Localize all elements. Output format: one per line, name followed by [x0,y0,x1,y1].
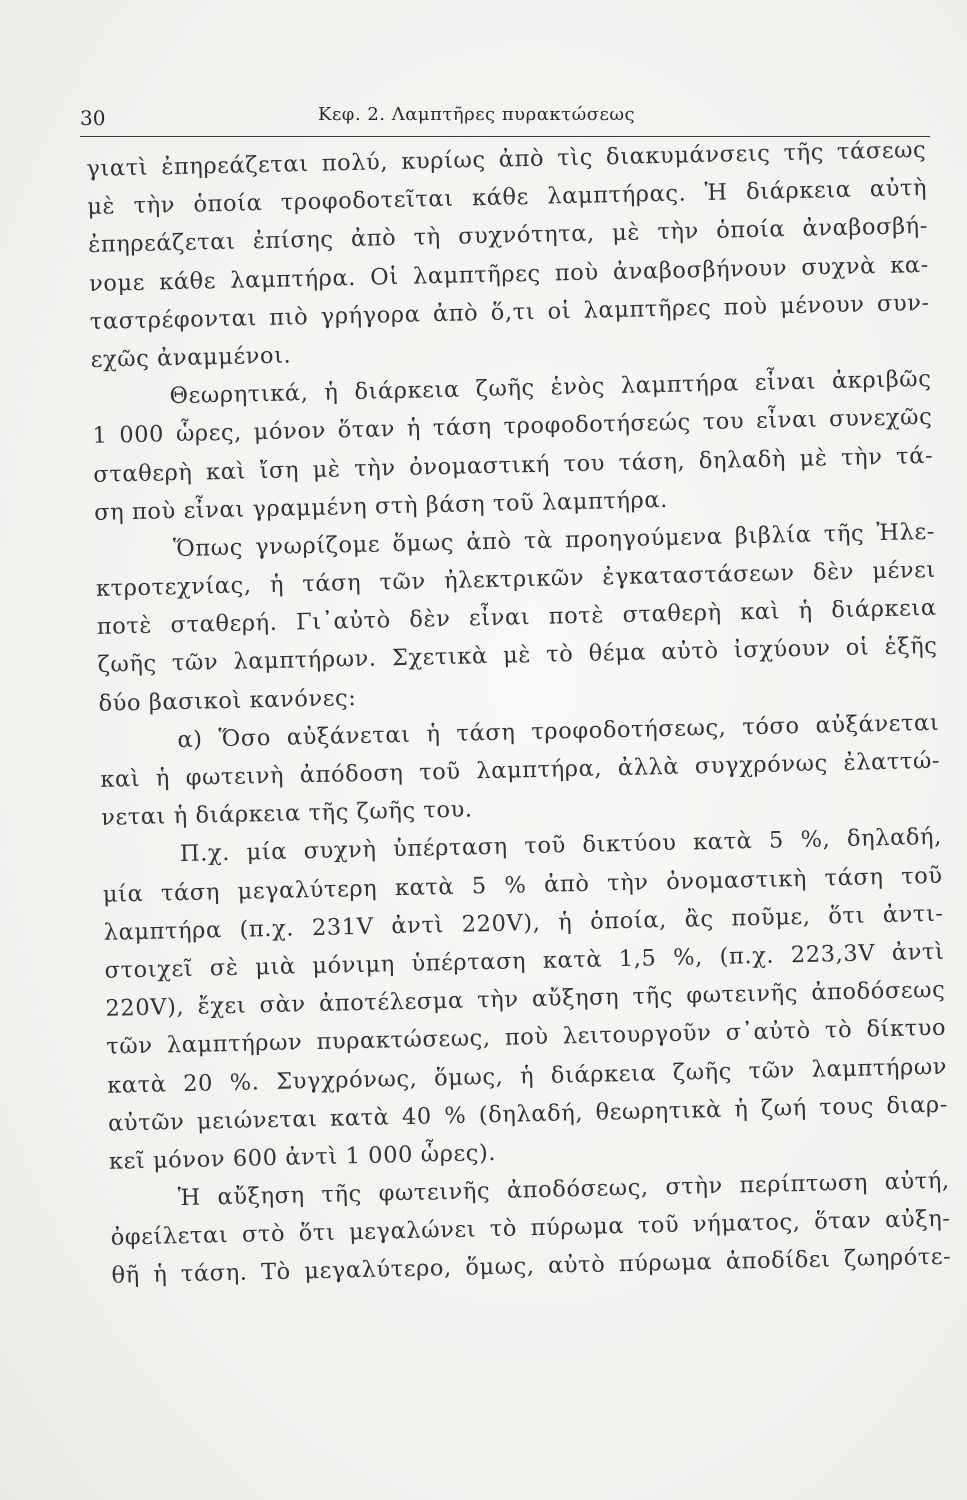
text-line: μὲ τὴν ὁποία τροφοδοτεῖται κάθε λαμπτήρας. Ἡ διάρκεια αὐτὴ [87,175,928,221]
rule-a-line: α) Ὅσο αὐξάνεται ἡ τάση τροφοδοτήσεως, τόσο αὐξάνεται [177,709,940,753]
text-line: λαμπτήρα (π.χ. 231V ἀντὶ 220V), ἡ ὁποία, ἂς ποῦμε, ὅτι ἀντι- [103,900,944,946]
text-line: μία τάση μεγαλύτερη κατὰ 5 % ἀπὸ τὴν ὀνομαστικὴ τάση τοῦ [102,862,943,908]
text-line: 220V), ἔχει σὰν ἀποτέλεσμα τὴν αὔξηση τῆς φωτεινῆς ἀποδόσεως [105,976,946,1022]
text-line: σταθερὴ καὶ ἴση μὲ τὴν ὀνομαστική του τάση, δηλαδὴ μὲ τὴν τά- [93,442,934,488]
page-number: 30 [80,106,106,130]
text-line: εχῶς ἀναμμένοι. [90,342,292,373]
text-line: νομε κάθε λαμπτήρα. Οἱ λαμπτῆρες ποὺ ἀναβοσβήνουν συχνὰ κα- [88,251,930,297]
text-line: αὐτῶν μειώνεται κατὰ 40 % (δηλαδή, θεωρητικὰ ἡ ζωή τους διαρ- [107,1091,949,1137]
text-line: ταστρέφονται πιὸ γρήγορα ἀπὸ ὅ,τι οἱ λαμπτῆρες ποὺ μένουν συν- [89,289,930,335]
text-line: ζωῆς τῶν λαμπτήρων. Σχετικὰ μὲ τὸ θέμα αὐτὸ ἰσχύουν οἱ ἑξῆς [97,633,938,679]
page-header [80,100,930,137]
text-line: ἐπηρεάζεται ἐπίσης ἀπὸ τὴ συχνότητα, μὲ τὴν ὁποία ἀναβοσβή- [87,213,929,259]
paragraph-start-line: Ἡ αὔξηση τῆς φωτεινῆς ἀποδόσεως, στὴν περίπτωση αὐτή, [177,1167,950,1212]
text-line: ὀφείλεται στὸ ὅτι μεγαλώνει τὸ πύρωμα τοῦ νήματος, ὅταν αὐξη- [110,1205,951,1251]
body-text [86,131,952,1295]
paragraph-start-line: Π.χ. μία συχνὴ ὑπέρταση τοῦ δικτύου κατὰ 5 %, δηλαδή, [179,824,943,868]
text-line: ση ποὺ εἶναι γραμμένη στὴ βάση τοῦ λαμπτήρα. [93,486,669,526]
text-line: κεῖ μόνον 600 ἀντὶ 1 000 ὧρες). [108,1139,497,1175]
text-line: κατὰ 20 %. Συγχρόνως, ὅμως, ἡ διάρκεια ζωῆς τῶν λαμπτήρων [106,1053,948,1099]
paragraph-start-line: Θεωρητικά, ἡ διάρκεια ζωῆς ἑνὸς λαμπτήρα εἶναι ἀκριβῶς [169,366,932,410]
running-head: Κεφ. 2. Λαμπτῆρες πυρακτώσεως [318,104,636,125]
text-line: ποτὲ σταθερή. Γι᾽αὐτὸ δὲν εἶναι ποτὲ σταθερὴ καὶ ἡ διάρκεια [96,595,937,641]
paragraph-start-line: Ὅπως γνωρίζομε ὅμως ἀπὸ τὰ προηγούμενα βιβλία τῆς Ἠλε- [172,518,936,562]
text-line: 1 000 ὧρες, μόνον ὅταν ἡ τάση τροφοδοτήσεώς του εἶναι συνεχῶς [92,404,933,450]
text-line: νεται ἡ διάρκεια τῆς ζωῆς του. [100,796,473,832]
text-line: στοιχεῖ σὲ μιὰ μόνιμη ὑπέρταση κατὰ 1,5 %, (π.χ. 223,3V ἀντὶ [104,938,945,984]
text-line: δύο βασικοὶ κανόνες: [98,684,357,717]
text-line: τῶν λαμπτήρων πυρακτώσεως, ποὺ λειτουργοῦν σ᾽αὐτὸ τὸ δίκτυο [106,1015,947,1061]
text-line: κτροτεχνίας, ἡ τάση τῶν ἠλεκτρικῶν ἐγκαταστάσεων δὲν μένει [95,556,937,602]
text-line: θῆ ἡ τάση. Τὸ μεγαλύτερο, ὅμως, αὐτὸ πύρωμα ἀποδίδει ζωηρότε- [111,1244,952,1290]
text-line: καὶ ἡ φωτεινὴ ἀπόδοση τοῦ λαμπτήρα, ἀλλὰ συγχρόνως ἐλαττώ- [99,747,941,793]
text-line: γιατὶ ἐπηρεάζεται πολύ, κυρίως ἀπὸ τὶς διακυμάνσεις τῆς τάσεως [86,136,927,182]
